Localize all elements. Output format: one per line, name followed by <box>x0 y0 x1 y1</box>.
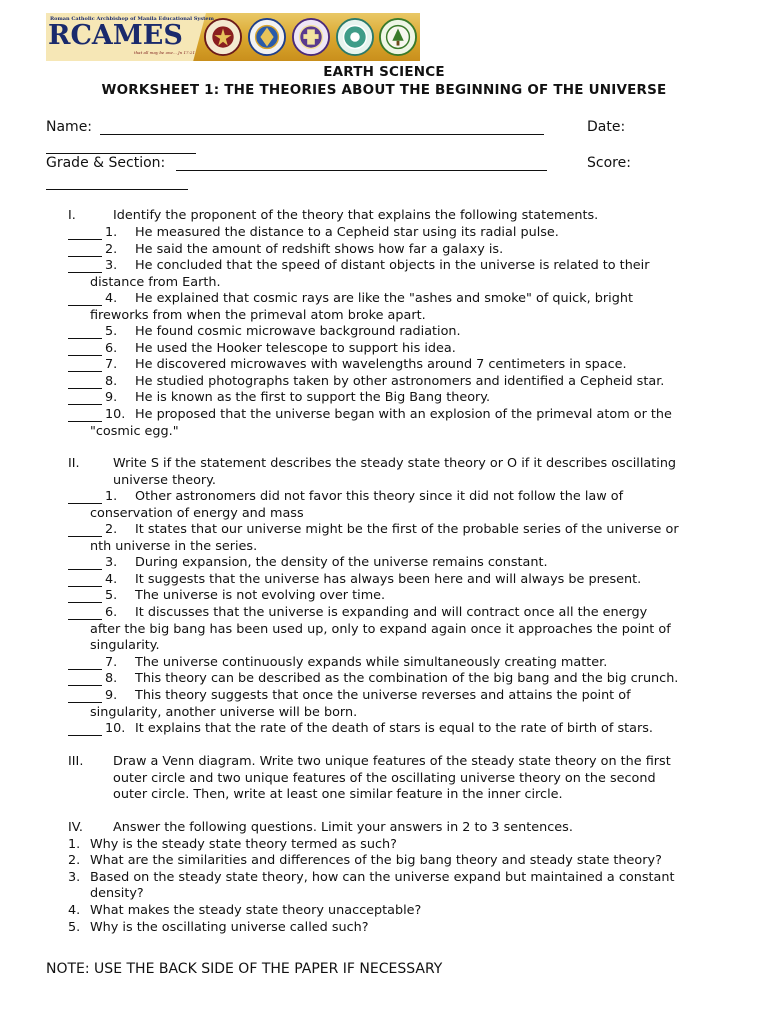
question-number: 3. <box>68 870 81 885</box>
subject-title: EARTH SCIENCE <box>323 64 445 80</box>
item-text-cont: singularity. <box>90 638 160 653</box>
answer-blank-1-6[interactable] <box>68 355 102 356</box>
section-2-numeral: II. <box>68 456 80 471</box>
answer-blank-1-3[interactable] <box>68 272 102 273</box>
item-number: 2. <box>105 522 118 537</box>
answer-blank-2-6[interactable] <box>68 619 102 620</box>
banner-acronym: RCAMES <box>48 20 183 51</box>
name-field[interactable] <box>100 134 544 135</box>
item-text: It explains that the rate of the death of stars is equal to the rate of birth of stars. <box>135 721 653 736</box>
item-text: It states that our universe might be the first of the probable series of the universe or <box>135 522 679 537</box>
item-text-cont: distance from Earth. <box>90 275 221 290</box>
answer-blank-1-7[interactable] <box>68 371 102 372</box>
item-text: The universe continuously expands while simultaneously creating matter. <box>135 655 608 670</box>
section-1-numeral: I. <box>68 208 76 223</box>
section-1-instruction: Identify the proponent of the theory that explains the following statements. <box>113 208 599 223</box>
answer-blank-2-7[interactable] <box>68 669 102 670</box>
question-number: 4. <box>68 903 81 918</box>
item-number: 10. <box>105 721 126 736</box>
section-4-numeral: IV. <box>68 820 83 835</box>
item-number: 8. <box>105 374 118 389</box>
item-text-cont: fireworks from when the primeval atom broke apart. <box>90 308 426 323</box>
question-text: What are the similarities and differences of the big bang theory and steady state theory? <box>90 853 662 868</box>
question-number: 5. <box>68 920 81 935</box>
item-text: He studied photographs taken by other astronomers and identified a Cepheid star. <box>135 374 665 389</box>
seal-1-icon <box>204 18 242 56</box>
item-number: 10. <box>105 407 126 422</box>
answer-blank-1-8[interactable] <box>68 388 102 389</box>
item-number: 9. <box>105 688 118 703</box>
footer-note: NOTE: USE THE BACK SIDE OF THE PAPER IF NECESSARY <box>46 961 443 977</box>
score-field[interactable] <box>46 189 188 190</box>
section-3-numeral: III. <box>68 754 84 769</box>
section-3-instruction-cont: outer circle. Then, write at least one similar feature in the inner circle. <box>113 787 563 802</box>
answer-blank-2-5[interactable] <box>68 602 102 603</box>
answer-blank-1-4[interactable] <box>68 305 102 306</box>
answer-blank-1-5[interactable] <box>68 338 102 339</box>
date-label: Date: <box>587 119 626 135</box>
question-text: Why is the oscillating universe called such? <box>90 920 369 935</box>
answer-blank-2-2[interactable] <box>68 536 102 537</box>
item-number: 8. <box>105 671 118 686</box>
question-number: 2. <box>68 853 81 868</box>
section-2-instruction-cont: universe theory. <box>113 473 216 488</box>
item-number: 4. <box>105 572 118 587</box>
item-text-cont: nth universe in the series. <box>90 539 258 554</box>
date-field[interactable] <box>46 153 196 154</box>
section-2-instruction: Write S if the statement describes the steady state theory or O if it describes oscillating <box>113 456 677 471</box>
section-3-instruction-cont: outer circle and two unique features of the oscillating universe theory on the second <box>113 771 656 786</box>
seal-4-icon <box>336 18 374 56</box>
seal-5-icon <box>379 18 417 56</box>
item-number: 6. <box>105 341 118 356</box>
name-label: Name: <box>46 119 93 135</box>
item-text-cont: after the big bang has been used up, only to expand again once it approaches the point of <box>90 622 671 637</box>
item-text: This theory can be described as the combination of the big bang and the big crunch. <box>135 671 679 686</box>
item-text: He discovered microwaves with wavelengths around 7 centimeters in space. <box>135 357 627 372</box>
banner-motto: that all may be one... Jn 17:21 <box>134 50 195 55</box>
item-text: It discusses that the universe is expanding and will contract once all the energy <box>135 605 648 620</box>
seal-2-icon <box>248 18 286 56</box>
item-number: 3. <box>105 258 118 273</box>
question-text-cont: density? <box>90 886 144 901</box>
item-text-cont: singularity, another universe will be born. <box>90 705 358 720</box>
item-number: 7. <box>105 357 118 372</box>
item-text: He measured the distance to a Cepheid star using its radial pulse. <box>135 225 559 240</box>
worksheet-title: WORKSHEET 1: THE THEORIES ABOUT THE BEGINNING OF THE UNIVERSE <box>101 82 667 98</box>
item-text: He said the amount of redshift shows how far a galaxy is. <box>135 242 504 257</box>
item-text: He concluded that the speed of distant objects in the universe is related to their <box>135 258 650 273</box>
answer-blank-2-10[interactable] <box>68 735 102 736</box>
school-banner <box>46 13 420 61</box>
answer-blank-2-8[interactable] <box>68 685 102 686</box>
question-number: 1. <box>68 837 81 852</box>
banner-tagline: Roman Catholic Archbishop of Manila Educational System <box>50 16 214 22</box>
item-text: He proposed that the universe began with an explosion of the primeval atom or the <box>135 407 672 422</box>
answer-blank-1-1[interactable] <box>68 239 102 240</box>
item-number: 1. <box>105 489 118 504</box>
seal-3-icon <box>292 18 330 56</box>
item-text-cont: conservation of energy and mass <box>90 506 304 521</box>
section-3-instruction: Draw a Venn diagram. Write two unique features of the steady state theory on the first <box>113 754 671 769</box>
item-text: He used the Hooker telescope to support his idea. <box>135 341 456 356</box>
item-text: This theory suggests that once the universe reverses and attains the point of <box>135 688 631 703</box>
grade-section-label: Grade & Section: <box>46 155 166 171</box>
item-number: 9. <box>105 390 118 405</box>
question-text: Based on the steady state theory, how can the universe expand but maintained a constant <box>90 870 675 885</box>
item-text: The universe is not evolving over time. <box>135 588 386 603</box>
item-text: During expansion, the density of the universe remains constant. <box>135 555 548 570</box>
item-number: 7. <box>105 655 118 670</box>
item-number: 5. <box>105 588 118 603</box>
answer-blank-2-4[interactable] <box>68 586 102 587</box>
question-text: What makes the steady state theory unacceptable? <box>90 903 422 918</box>
item-text: It suggests that the universe has always been here and will always be present. <box>135 572 642 587</box>
item-number: 3. <box>105 555 118 570</box>
answer-blank-2-3[interactable] <box>68 569 102 570</box>
answer-blank-1-10[interactable] <box>68 421 102 422</box>
item-number: 2. <box>105 242 118 257</box>
item-number: 4. <box>105 291 118 306</box>
answer-blank-1-2[interactable] <box>68 256 102 257</box>
item-number: 1. <box>105 225 118 240</box>
section-4-instruction: Answer the following questions. Limit your answers in 2 to 3 sentences. <box>113 820 573 835</box>
score-label: Score: <box>587 155 631 171</box>
answer-blank-1-9[interactable] <box>68 404 102 405</box>
answer-blank-2-1[interactable] <box>68 503 102 504</box>
item-text: Other astronomers did not favor this theory since it did not follow the law of <box>135 489 624 504</box>
item-number: 5. <box>105 324 118 339</box>
item-text: He is known as the first to support the Big Bang theory. <box>135 390 491 405</box>
item-text: He found cosmic microwave background radiation. <box>135 324 461 339</box>
item-text: He explained that cosmic rays are like the "ashes and smoke" of quick, bright <box>135 291 633 306</box>
item-number: 6. <box>105 605 118 620</box>
grade-section-field[interactable] <box>176 170 547 171</box>
item-text-cont: "cosmic egg." <box>90 424 179 439</box>
question-text: Why is the steady state theory termed as such? <box>90 837 397 852</box>
answer-blank-2-9[interactable] <box>68 702 102 703</box>
